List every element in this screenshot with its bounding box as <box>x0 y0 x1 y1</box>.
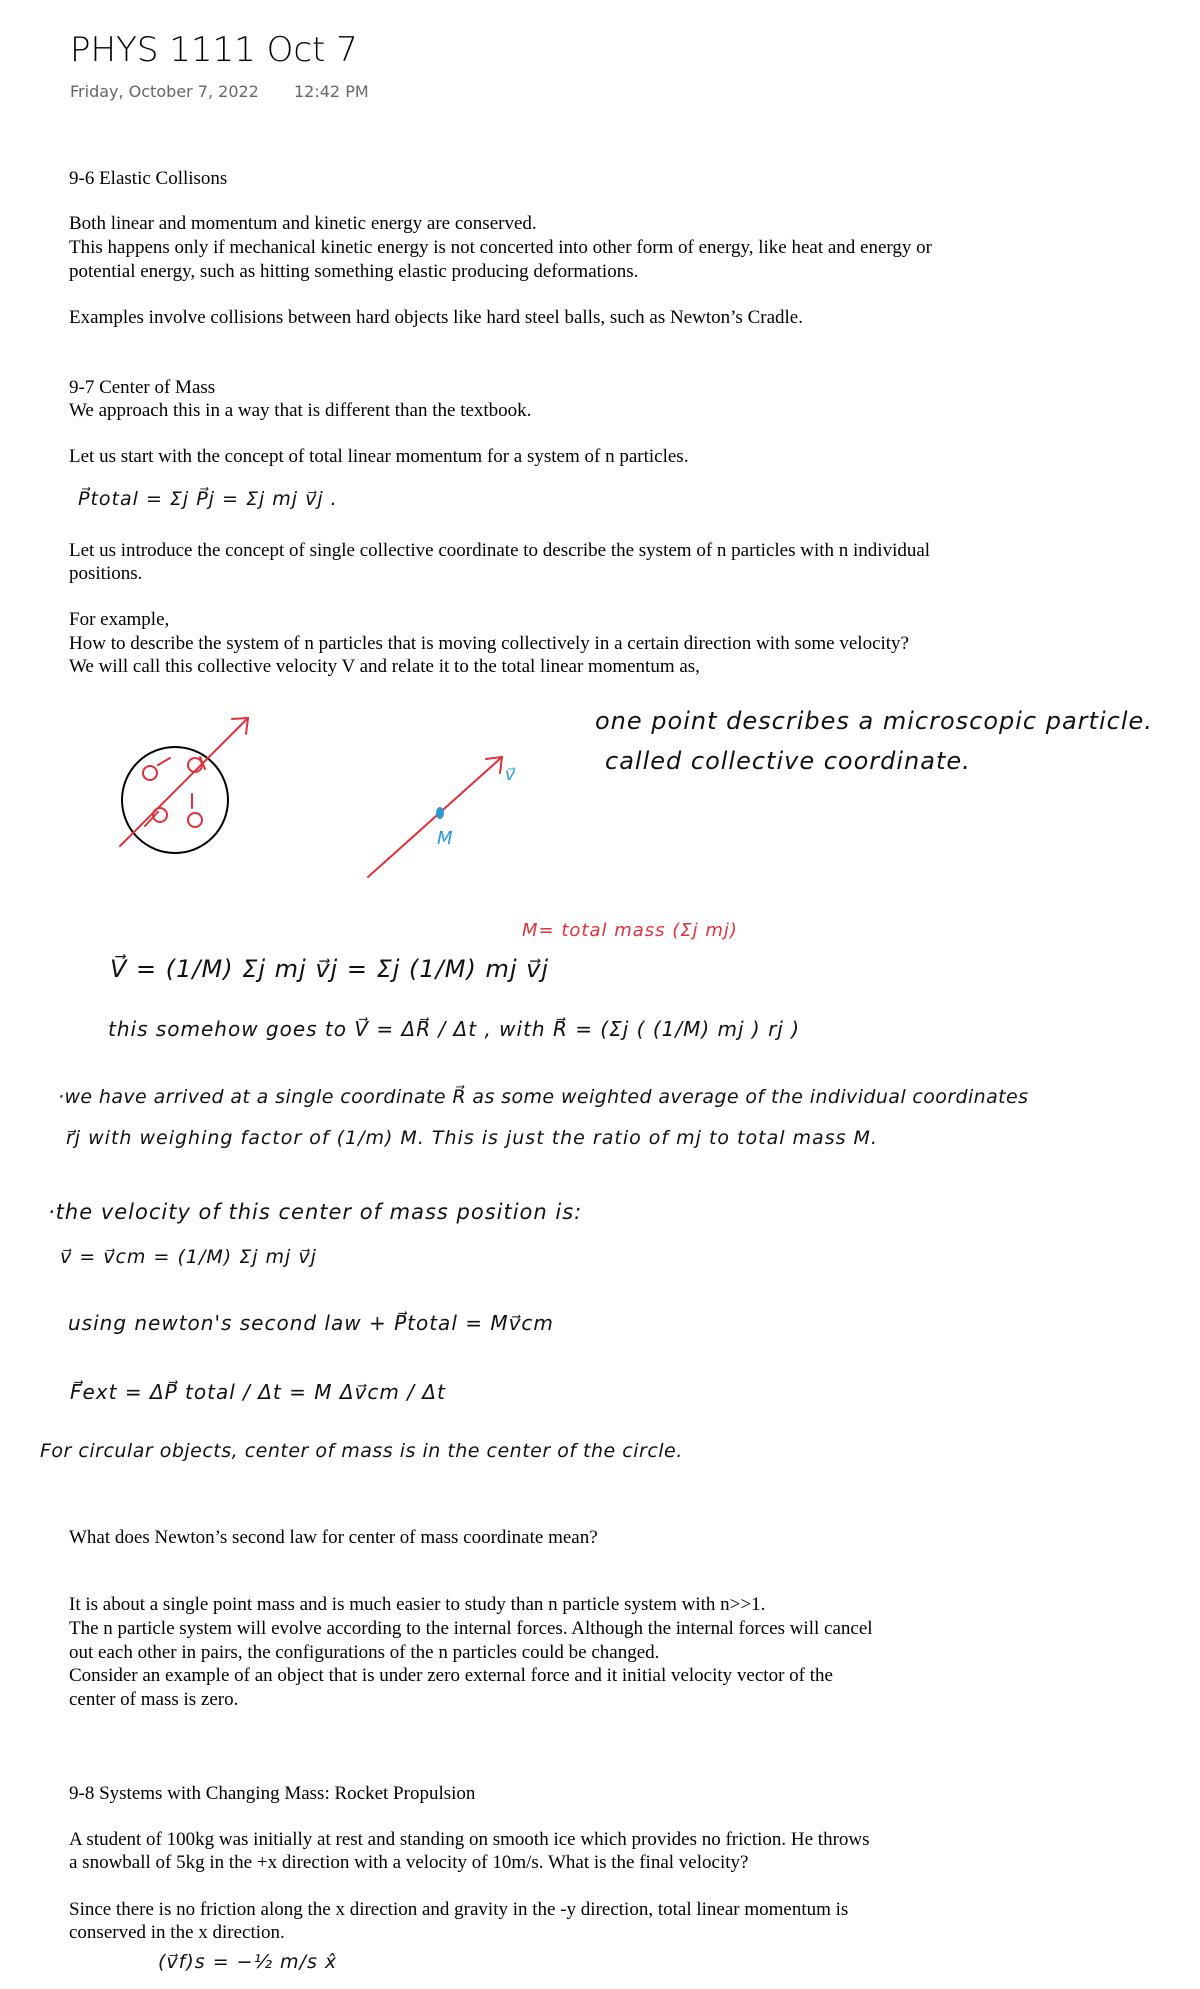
paragraph: This happens only if mechanical kinetic energy is not concerted into other form of energy, like heat and energy or <box>69 237 932 258</box>
handwritten-note: one point describes a microscopic particle. <box>595 707 1153 735</box>
paragraph: Let us introduce the concept of single collective coordinate to describe the system of n particles with n individual <box>69 540 931 561</box>
handwritten-note: called collective coordinate. <box>605 747 971 775</box>
particle <box>143 766 157 780</box>
paragraph: Since there is no friction along the x direction and gravity in the -y direction, total linear momentum is <box>69 1899 849 1920</box>
particle-system-circle <box>122 747 228 853</box>
handwritten-note: For circular objects, center of mass is in the center of the circle. <box>40 1440 683 1462</box>
paragraph: What does Newton’s second law for center of mass coordinate mean? <box>69 1527 598 1548</box>
particle <box>188 813 202 827</box>
paragraph: How to describe the system of n particles that is moving collectively in a certain direction with some velocity? <box>69 633 909 654</box>
page-title: PHYS 1111 Oct 7 <box>70 30 358 70</box>
handwritten-equation-goes: this somehow goes to V⃗ = ΔR⃗ / Δt , with R⃗ = (Σj ( (1/M) mj ) rj ) <box>108 1017 801 1041</box>
handwritten-note: using newton's second law + P⃗total = Mv⃗cm <box>68 1311 554 1335</box>
label-mass: M <box>437 828 454 849</box>
note-time: 12:42 PM <box>294 82 369 101</box>
center-of-mass-arrow <box>368 757 502 877</box>
total-mass-definition: M= total mass (Σj mj) <box>522 920 738 941</box>
section-heading-rocket: 9-8 Systems with Changing Mass: Rocket Propulsion <box>69 1783 476 1804</box>
paragraph: Examples involve collisions between hard objects like hard steel balls, such as Newton’s Cradle. <box>69 307 803 328</box>
paragraph: Let us start with the concept of total linear momentum for a system of n particles. <box>69 446 689 467</box>
collective-velocity-arrow <box>120 718 248 846</box>
paragraph: potential energy, such as hitting something elastic producing deformations. <box>69 261 639 282</box>
paragraph: Consider an example of an object that is under zero external force and it initial velocity vector of the <box>69 1665 833 1686</box>
label-velocity: v⃗ <box>505 765 517 785</box>
paragraph: a snowball of 5kg in the +x direction with a velocity of 10m/s. What is the final velocity? <box>69 1852 749 1873</box>
paragraph: A student of 100kg was initially at rest and standing on smooth ice which provides no friction. He throws <box>69 1829 870 1850</box>
paragraph: It is about a single point mass and is much easier to study than n particle system with n>>1. <box>69 1594 766 1615</box>
paragraph: We will call this collective velocity V and relate it to the total linear momentum as, <box>69 656 700 677</box>
note-date: Friday, October 7, 2022 <box>70 82 259 101</box>
paragraph: We approach this in a way that is different than the textbook. <box>69 400 532 421</box>
paragraph: The n particle system will evolve according to the internal forces. Although the internal forces will cancel <box>69 1618 873 1639</box>
handwritten-equation-fext: F⃗ext = ΔP⃗ total / Δt = M Δv⃗cm / Δt <box>70 1380 446 1404</box>
handwritten-equation-v: V⃗ = (1/M) Σj mj v⃗j = Σj (1/M) mj v⃗j <box>110 955 550 983</box>
paragraph: conserved in the x direction. <box>69 1922 285 1943</box>
section-heading-center-of-mass: 9-7 Center of Mass <box>69 377 216 398</box>
handwritten-note: r⃗j with weighing factor of (1/m) M. This is just the ratio of mj to total mass M. <box>66 1127 878 1149</box>
handwritten-equation-ptotal: P⃗total = Σj P⃗j = Σj mj v⃗j . <box>78 488 338 510</box>
paragraph: center of mass is zero. <box>69 1689 239 1710</box>
paragraph: out each other in pairs, the configurations of the n particles could be changed. <box>69 1642 660 1663</box>
handwritten-equation-vcm: v⃗ = v⃗cm = (1/M) Σj mj v⃗j <box>60 1246 317 1268</box>
handwritten-note: ·we have arrived at a single coordinate R⃗ as some weighted average of the individual coordinates <box>58 1086 1029 1108</box>
section-heading-elastic: 9-6 Elastic Collisons <box>69 168 228 189</box>
handwritten-final-velocity: (v⃗f)s = −½ m/s x̂ <box>158 1951 338 1973</box>
paragraph: For example, <box>69 609 170 630</box>
center-of-mass-point <box>436 807 444 819</box>
paragraph: Both linear and momentum and kinetic energy are conserved. <box>69 213 537 234</box>
paragraph: positions. <box>69 563 143 584</box>
particle-velocity <box>158 758 170 765</box>
handwritten-note: ·the velocity of this center of mass position is: <box>48 1200 583 1224</box>
